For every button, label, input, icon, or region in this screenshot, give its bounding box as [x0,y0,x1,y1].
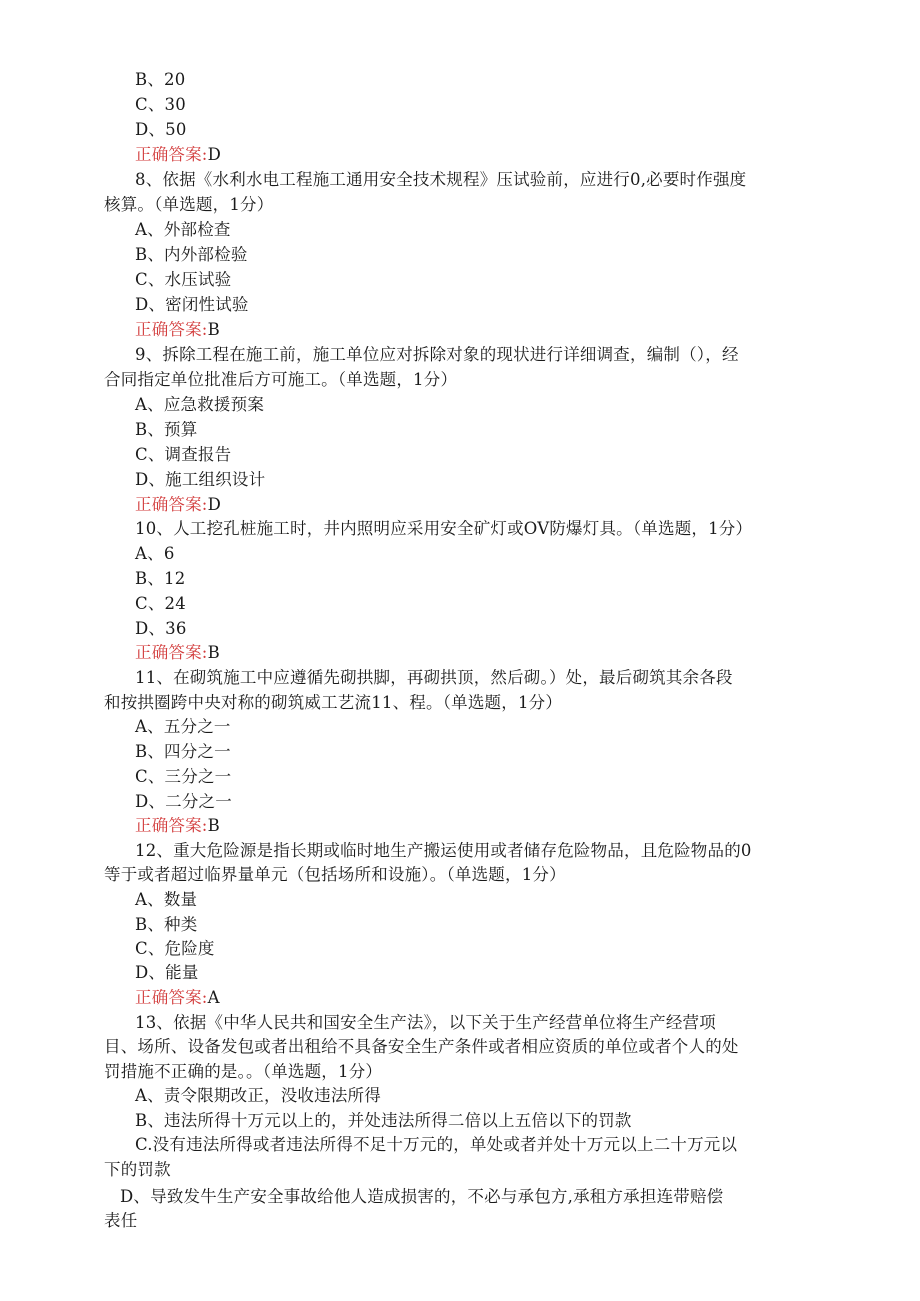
q9-stem-line1: 9、拆除工程在施工前，施工单位应对拆除对象的现状进行详细调查，编制（），经 [135,345,739,364]
answer-label: 正确答案: [135,145,208,164]
q7-option-d: D、50 [135,120,187,139]
q9-option-c: C、调查报告 [135,445,232,464]
q12-answer [135,987,220,1009]
q12-option-c: C、危险度 [135,939,215,958]
q13-option-c-line2: 下的罚款 [104,1160,171,1179]
answer-value: D [207,495,221,514]
q13-option-c-line1: C.没有违法所得或者违法所得不足十万元的，单处或者并处十万元以上二十万元以 [135,1135,738,1154]
q11-option-a: A、五分之一 [135,717,231,736]
q13-option-b: B、违法所得十万元以上的，并处违法所得二倍以上五倍以下的罚款 [135,1111,632,1130]
answer-label: 正确答案: [135,988,208,1007]
answer-label: 正确答案: [135,816,208,835]
q12-stem-line1: 12、重大危险源是指长期或临时地生产搬运使用或者储存危险物品，且危险物品的0 [135,841,752,860]
q10-answer [135,642,220,664]
answer-label: 正确答案: [135,495,208,514]
q11-option-b: B、四分之一 [135,742,231,761]
q12-option-b: B、种类 [135,915,198,934]
q11-option-d: D、二分之一 [135,792,232,811]
q7-option-b: B、20 [135,70,186,89]
answer-value: B [207,816,220,835]
q13-stem-line1: 13、依据《中华人民共和国安全生产法》，以下关于生产经营单位将生产经营项 [135,1013,716,1032]
q8-option-a: A、外部检查 [135,220,231,239]
answer-value: B [207,320,220,339]
q11-stem-line1: 11、在砌筑施工中应遵循先砌拱脚，再砌拱顶，然后砌。）处，最后砌筑其余各段 [135,668,733,687]
q8-option-d: D、密闭性试验 [135,295,249,314]
q8-stem-line2: 核算。（单选题，1分） [104,195,274,214]
q11-answer [135,815,220,837]
q8-answer [135,319,220,341]
q8-option-b: B、内外部检验 [135,245,248,264]
q10-option-b: B、12 [135,569,186,588]
q7-answer [135,144,221,166]
q8-option-c: C、水压试验 [135,270,232,289]
q9-option-d: D、施工组织设计 [135,470,266,489]
q13-option-d-line2: 表任 [104,1211,138,1230]
q9-option-a: A、应急救援预案 [135,395,265,414]
q10-stem-line1: 10、人工挖孔桩施工时，井内照明应采用安全矿灯或OV防爆灯具。（单选题，1分） [135,519,753,538]
q10-option-c: C、24 [135,594,186,613]
q11-option-c: C、三分之一 [135,767,232,786]
answer-label: 正确答案: [135,643,208,662]
q7-option-c: C、30 [135,95,186,114]
q12-stem-line2: 等于或者超过临界量单元（包括场所和设施）。（单选题，1分） [104,865,566,884]
q9-stem-line2: 合同指定单位批准后方可施工。（单选题，1分） [104,370,458,389]
q12-option-d: D、能量 [135,963,199,982]
answer-value: D [207,145,221,164]
q12-option-a: A、数量 [135,890,198,909]
q13-option-d-line1: D、导致发牛生产安全事故给他人造成损害的，不必与承包方,承租方承担连带赔偿 [120,1187,724,1206]
q9-answer [135,494,221,516]
q13-stem-line2: 目、场所、设备发包或者出租给不具备安全生产条件或者相应资质的单位或者个人的处 [104,1037,739,1056]
answer-value: B [207,643,220,662]
q13-stem-line3: 罚措施不正确的是。。（单选题，1分） [104,1062,383,1081]
q9-option-b: B、预算 [135,420,198,439]
q13-option-a: A、责令限期改正，没收违法所得 [135,1086,381,1105]
q10-option-d: D、36 [135,619,187,638]
answer-value: A [207,988,220,1007]
q11-stem-line2: 和按拱圈跨中央对称的砌筑威工艺流11、程。（单选题，1分） [104,693,563,712]
q10-option-a: A、6 [135,544,175,563]
q8-stem-line1: 8、依据《水利水电工程施工通用安全技术规程》压试验前，应进行0,必要时作强度 [135,170,747,189]
answer-label: 正确答案: [135,320,208,339]
